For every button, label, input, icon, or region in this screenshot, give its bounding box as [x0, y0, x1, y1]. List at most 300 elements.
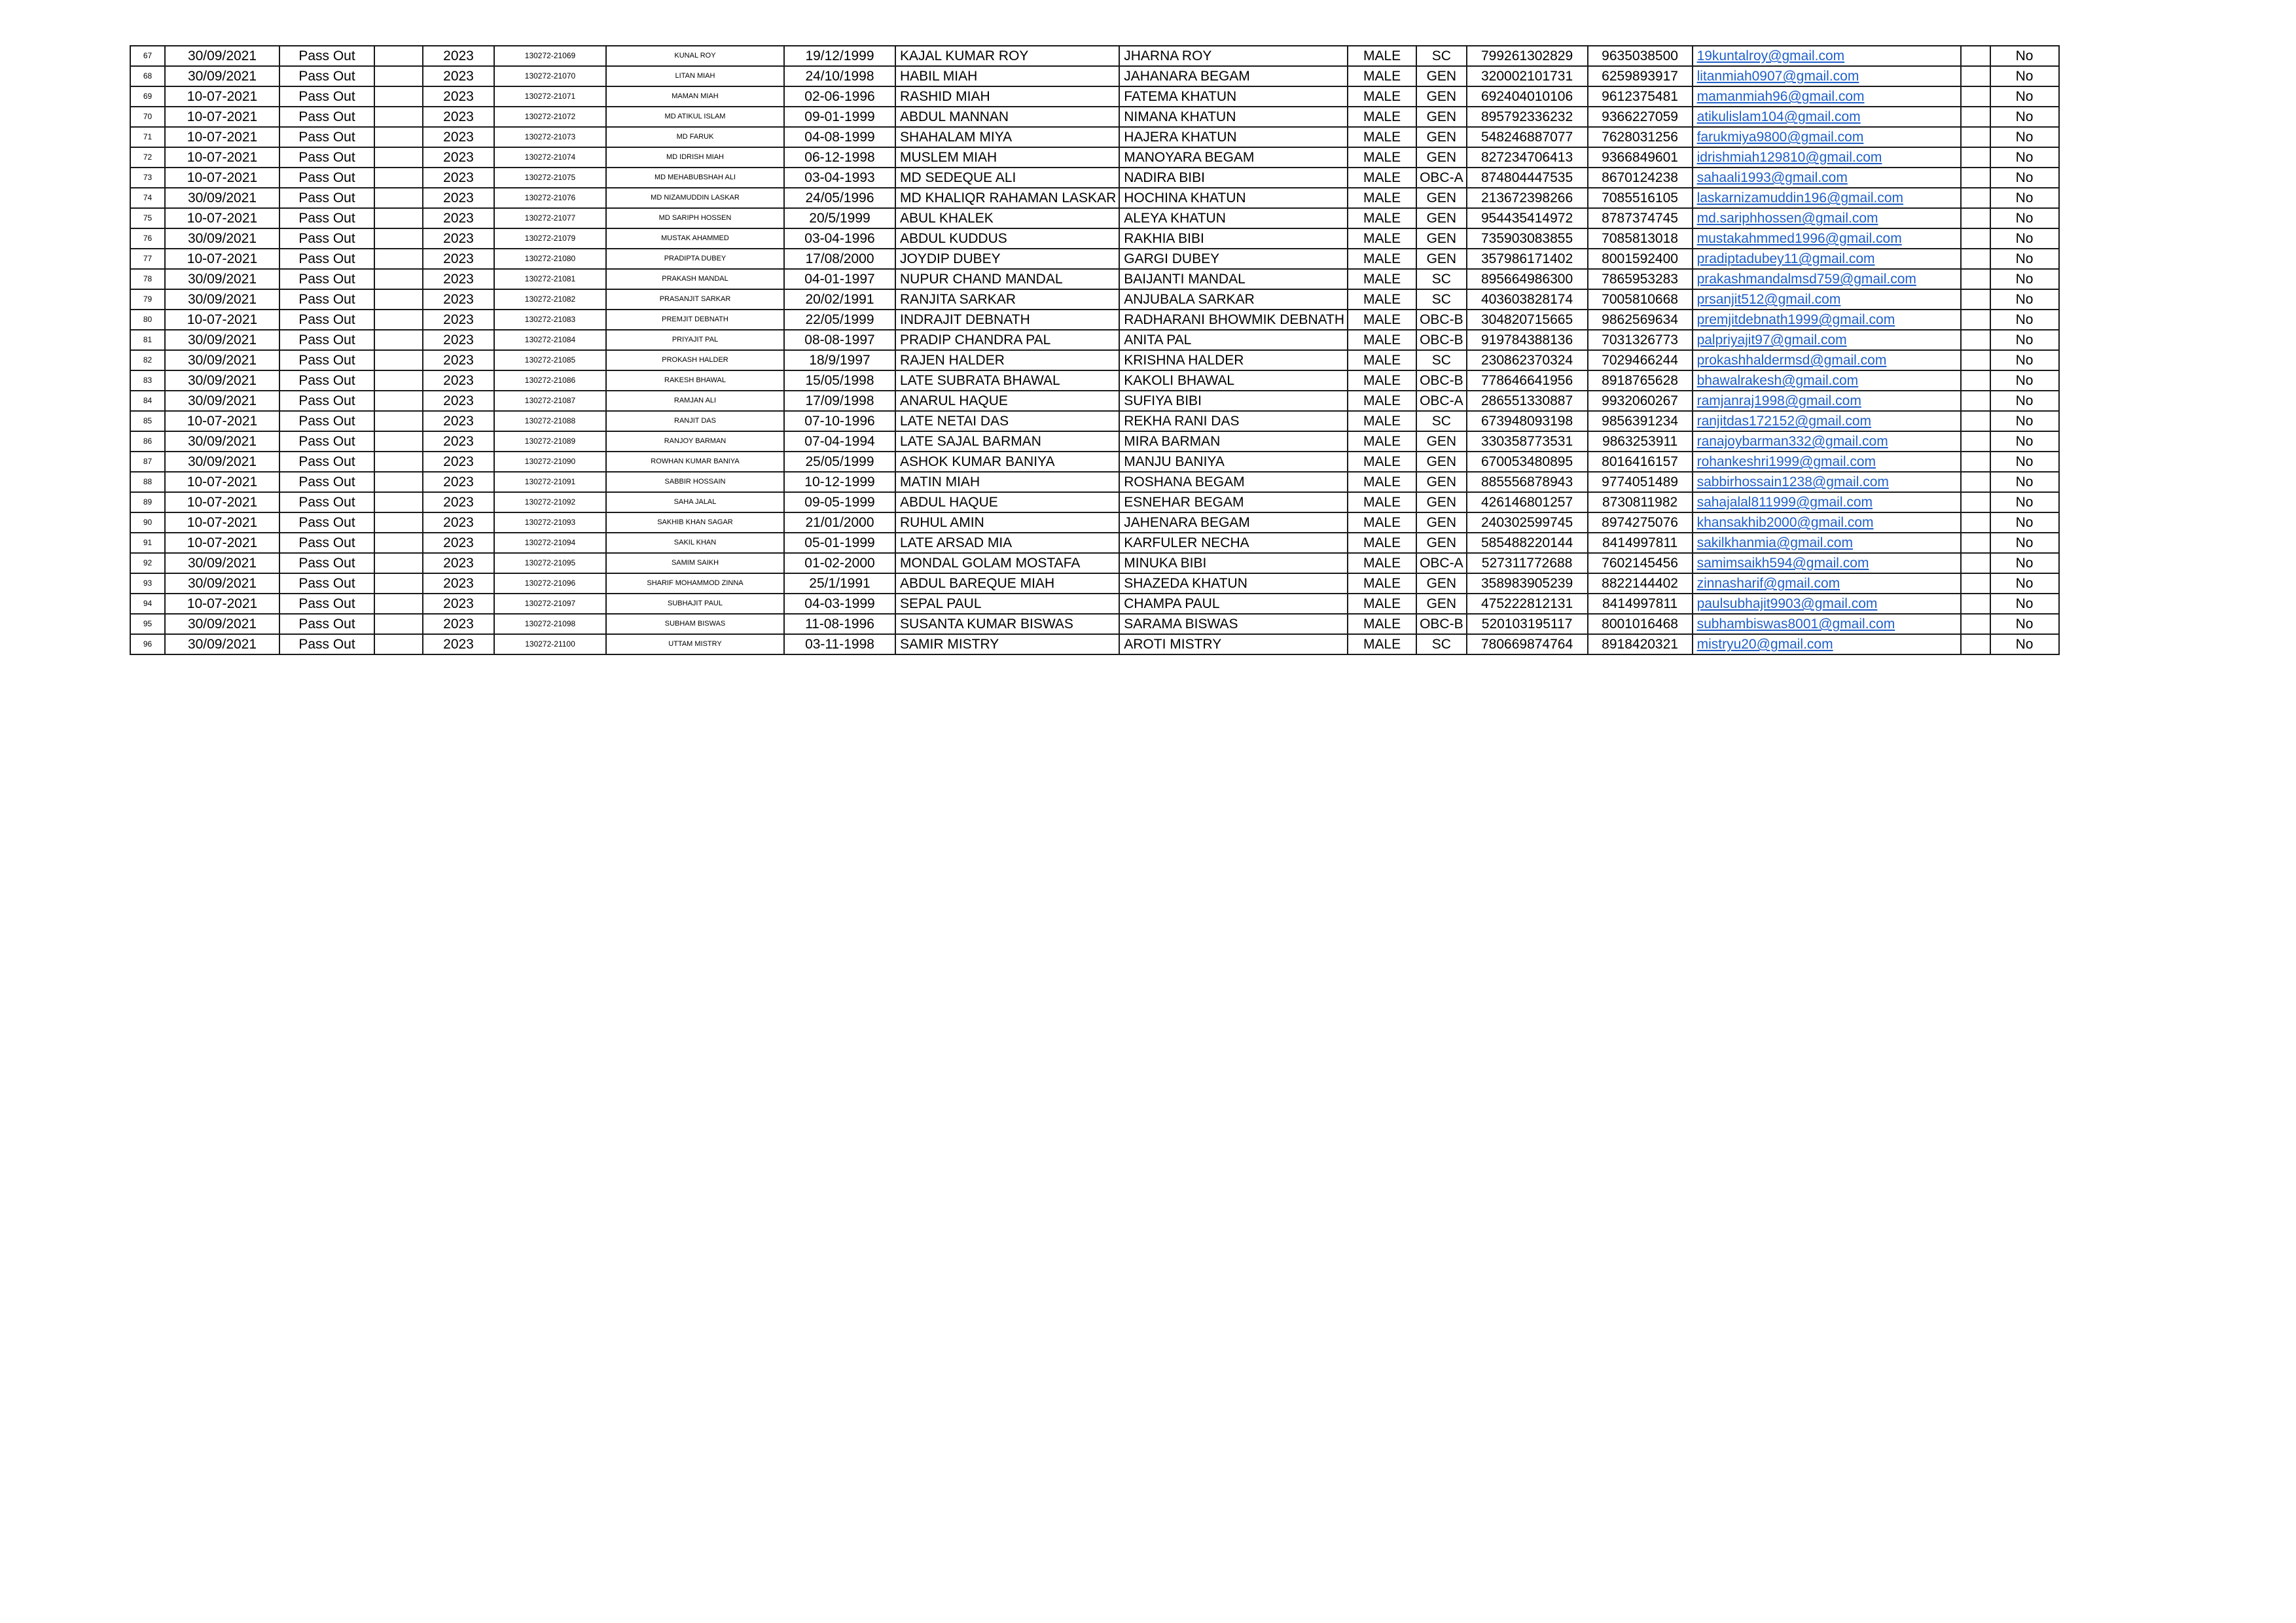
status-cell: Pass Out	[279, 411, 374, 431]
flag-cell: No	[1990, 208, 2059, 228]
blank-cell	[374, 66, 423, 86]
flag-cell: No	[1990, 310, 2059, 330]
gender-cell: MALE	[1348, 46, 1416, 66]
student-name-cell: UTTAM MISTRY	[606, 634, 784, 654]
year-cell: 2023	[423, 66, 494, 86]
admission-date-cell: 30/09/2021	[165, 370, 279, 391]
email-cell	[1693, 188, 1961, 208]
gender-cell: MALE	[1348, 594, 1416, 614]
email-link[interactable]: ranjitdas172152@gmail.com	[1696, 414, 1872, 429]
gender-cell: MALE	[1348, 573, 1416, 594]
phone-cell: 8787374745	[1588, 208, 1693, 228]
mother-name-cell: SUFIYA BIBI	[1119, 391, 1348, 411]
serial-cell: 75	[130, 208, 165, 228]
email-cell	[1693, 350, 1961, 370]
mother-name-cell: AROTI MISTRY	[1119, 634, 1348, 654]
flag-cell: No	[1990, 350, 2059, 370]
admission-date-cell: 30/09/2021	[165, 269, 279, 289]
admission-date-cell: 10-07-2021	[165, 168, 279, 188]
gender-cell: MALE	[1348, 66, 1416, 86]
blank-cell-2	[1961, 411, 1990, 431]
category-cell: SC	[1416, 269, 1467, 289]
email-link[interactable]: samimsaikh594@gmail.com	[1696, 556, 1869, 571]
email-cell	[1693, 147, 1961, 168]
email-link[interactable]: premjitdebnath1999@gmail.com	[1696, 312, 1895, 327]
year-cell: 2023	[423, 168, 494, 188]
admission-date-cell: 30/09/2021	[165, 228, 279, 249]
email-link[interactable]: sahaali1993@gmail.com	[1696, 170, 1848, 185]
blank-cell	[374, 370, 423, 391]
phone-cell: 9366849601	[1588, 147, 1693, 168]
registration-no-cell: 130272-21088	[494, 411, 606, 431]
status-cell: Pass Out	[279, 431, 374, 452]
email-link[interactable]: sakilkhanmia@gmail.com	[1696, 535, 1853, 550]
year-cell: 2023	[423, 350, 494, 370]
gender-cell: MALE	[1348, 411, 1416, 431]
serial-cell: 82	[130, 350, 165, 370]
student-name-cell: SAHA JALAL	[606, 492, 784, 512]
blank-cell	[374, 391, 423, 411]
status-cell: Pass Out	[279, 86, 374, 107]
mother-name-cell: KAKOLI BHAWAL	[1119, 370, 1348, 391]
birth-date-cell: 04-01-1997	[784, 269, 895, 289]
student-name-cell: MUSTAK AHAMMED	[606, 228, 784, 249]
serial-cell: 93	[130, 573, 165, 594]
table-row	[130, 573, 2059, 594]
gender-cell: MALE	[1348, 310, 1416, 330]
birth-date-cell: 25/05/1999	[784, 452, 895, 472]
email-link[interactable]: litanmiah0907@gmail.com	[1696, 69, 1859, 84]
email-cell	[1693, 107, 1961, 127]
father-name-cell: MATIN MIAH	[895, 472, 1119, 492]
serial-cell: 72	[130, 147, 165, 168]
flag-cell: No	[1990, 330, 2059, 350]
table-row	[130, 533, 2059, 553]
serial-cell: 68	[130, 66, 165, 86]
serial-cell: 86	[130, 431, 165, 452]
serial-cell: 70	[130, 107, 165, 127]
status-cell: Pass Out	[279, 269, 374, 289]
birth-date-cell: 20/5/1999	[784, 208, 895, 228]
category-cell: OBC-B	[1416, 310, 1467, 330]
email-cell	[1693, 634, 1961, 654]
student-name-cell: RAMJAN ALI	[606, 391, 784, 411]
status-cell: Pass Out	[279, 228, 374, 249]
blank-cell	[374, 634, 423, 654]
status-cell: Pass Out	[279, 634, 374, 654]
phone-cell: 7602145456	[1588, 553, 1693, 573]
gender-cell: MALE	[1348, 614, 1416, 634]
registration-no-cell: 130272-21081	[494, 269, 606, 289]
flag-cell: No	[1990, 594, 2059, 614]
admission-date-cell: 30/09/2021	[165, 188, 279, 208]
email-link[interactable]: prsanjit512@gmail.com	[1696, 292, 1841, 307]
phone-cell: 9774051489	[1588, 472, 1693, 492]
mother-name-cell: ROSHANA BEGAM	[1119, 472, 1348, 492]
category-cell: GEN	[1416, 86, 1467, 107]
gender-cell: MALE	[1348, 147, 1416, 168]
aadhaar-cell: 827234706413	[1467, 147, 1588, 168]
email-cell	[1693, 533, 1961, 553]
aadhaar-cell: 895792336232	[1467, 107, 1588, 127]
table-row	[130, 411, 2059, 431]
admission-date-cell: 30/09/2021	[165, 66, 279, 86]
email-link[interactable]: 19kuntalroy@gmail.com	[1696, 48, 1845, 63]
gender-cell: MALE	[1348, 350, 1416, 370]
student-name-cell: PRADIPTA DUBEY	[606, 249, 784, 269]
year-cell: 2023	[423, 614, 494, 634]
blank-cell	[374, 310, 423, 330]
father-name-cell: ANARUL HAQUE	[895, 391, 1119, 411]
year-cell: 2023	[423, 46, 494, 66]
blank-cell-2	[1961, 533, 1990, 553]
admission-date-cell: 30/09/2021	[165, 573, 279, 594]
mother-name-cell: MINUKA BIBI	[1119, 553, 1348, 573]
birth-date-cell: 04-08-1999	[784, 127, 895, 147]
email-link[interactable]: prakashmandalmsd759@gmail.com	[1696, 272, 1916, 287]
category-cell: OBC-A	[1416, 553, 1467, 573]
aadhaar-cell: 874804447535	[1467, 168, 1588, 188]
registration-no-cell: 130272-21092	[494, 492, 606, 512]
birth-date-cell: 19/12/1999	[784, 46, 895, 66]
email-link[interactable]: palpriyajit97@gmail.com	[1696, 332, 1847, 348]
admission-date-cell: 30/09/2021	[165, 452, 279, 472]
admission-date-cell: 30/09/2021	[165, 431, 279, 452]
flag-cell: No	[1990, 127, 2059, 147]
student-name-cell: MD MEHABUBSHAH ALI	[606, 168, 784, 188]
table-row	[130, 228, 2059, 249]
aadhaar-cell: 895664986300	[1467, 269, 1588, 289]
table-row	[130, 188, 2059, 208]
email-link[interactable]: sabbirhossain1238@gmail.com	[1696, 474, 1889, 490]
phone-cell: 9366227059	[1588, 107, 1693, 127]
year-cell: 2023	[423, 634, 494, 654]
father-name-cell: NUPUR CHAND MANDAL	[895, 269, 1119, 289]
category-cell: SC	[1416, 350, 1467, 370]
aadhaar-cell: 527311772688	[1467, 553, 1588, 573]
student-name-cell: RANJOY BARMAN	[606, 431, 784, 452]
blank-cell	[374, 512, 423, 533]
registration-no-cell: 130272-21084	[494, 330, 606, 350]
year-cell: 2023	[423, 411, 494, 431]
status-cell: Pass Out	[279, 66, 374, 86]
admission-date-cell: 10-07-2021	[165, 249, 279, 269]
blank-cell-2	[1961, 452, 1990, 472]
year-cell: 2023	[423, 86, 494, 107]
year-cell: 2023	[423, 573, 494, 594]
gender-cell: MALE	[1348, 269, 1416, 289]
category-cell: OBC-B	[1416, 370, 1467, 391]
flag-cell: No	[1990, 168, 2059, 188]
aadhaar-cell: 735903083855	[1467, 228, 1588, 249]
flag-cell: No	[1990, 452, 2059, 472]
birth-date-cell: 02-06-1996	[784, 86, 895, 107]
year-cell: 2023	[423, 370, 494, 391]
blank-cell-2	[1961, 269, 1990, 289]
student-name-cell: SAKHIB KHAN SAGAR	[606, 512, 784, 533]
student-name-cell: MD ATIKUL ISLAM	[606, 107, 784, 127]
registration-no-cell: 130272-21074	[494, 147, 606, 168]
mother-name-cell: RADHARANI BHOWMIK DEBNATH	[1119, 310, 1348, 330]
registration-no-cell: 130272-21083	[494, 310, 606, 330]
student-name-cell: RANJIT DAS	[606, 411, 784, 431]
status-cell: Pass Out	[279, 573, 374, 594]
email-link[interactable]: mistryu20@gmail.com	[1696, 637, 1833, 652]
aadhaar-cell: 304820715665	[1467, 310, 1588, 330]
gender-cell: MALE	[1348, 492, 1416, 512]
phone-cell: 7865953283	[1588, 269, 1693, 289]
category-cell: GEN	[1416, 147, 1467, 168]
registration-no-cell: 130272-21098	[494, 614, 606, 634]
mother-name-cell: HAJERA KHATUN	[1119, 127, 1348, 147]
table-row	[130, 289, 2059, 310]
birth-date-cell: 22/05/1999	[784, 310, 895, 330]
blank-cell-2	[1961, 634, 1990, 654]
category-cell: OBC-A	[1416, 168, 1467, 188]
email-link[interactable]: mamanmiah96@gmail.com	[1696, 89, 1865, 104]
aadhaar-cell: 585488220144	[1467, 533, 1588, 553]
father-name-cell: KAJAL KUMAR ROY	[895, 46, 1119, 66]
year-cell: 2023	[423, 553, 494, 573]
gender-cell: MALE	[1348, 86, 1416, 107]
serial-cell: 88	[130, 472, 165, 492]
student-name-cell: SHARIF MOHAMMOD ZINNA	[606, 573, 784, 594]
category-cell: SC	[1416, 289, 1467, 310]
father-name-cell: SAMIR MISTRY	[895, 634, 1119, 654]
blank-cell-2	[1961, 573, 1990, 594]
birth-date-cell: 07-04-1994	[784, 431, 895, 452]
email-link[interactable]: rohankeshri1999@gmail.com	[1696, 454, 1876, 469]
student-name-cell: MD FARUK	[606, 127, 784, 147]
email-cell	[1693, 127, 1961, 147]
status-cell: Pass Out	[279, 249, 374, 269]
blank-cell-2	[1961, 66, 1990, 86]
blank-cell-2	[1961, 350, 1990, 370]
blank-cell-2	[1961, 614, 1990, 634]
flag-cell: No	[1990, 614, 2059, 634]
year-cell: 2023	[423, 249, 494, 269]
status-cell: Pass Out	[279, 147, 374, 168]
blank-cell	[374, 188, 423, 208]
father-name-cell: MUSLEM MIAH	[895, 147, 1119, 168]
table-row	[130, 512, 2059, 533]
registration-no-cell: 130272-21094	[494, 533, 606, 553]
mother-name-cell: MANOYARA BEGAM	[1119, 147, 1348, 168]
flag-cell: No	[1990, 634, 2059, 654]
blank-cell	[374, 573, 423, 594]
flag-cell: No	[1990, 269, 2059, 289]
email-cell	[1693, 168, 1961, 188]
email-link[interactable]: prokashhaldermsd@gmail.com	[1696, 353, 1887, 368]
email-link[interactable]: idrishmiah129810@gmail.com	[1696, 150, 1882, 165]
email-link[interactable]: laskarnizamuddin196@gmail.com	[1696, 190, 1904, 205]
father-name-cell: RANJITA SARKAR	[895, 289, 1119, 310]
phone-cell: 9635038500	[1588, 46, 1693, 66]
phone-cell: 9612375481	[1588, 86, 1693, 107]
category-cell: GEN	[1416, 533, 1467, 553]
phone-cell: 8918765628	[1588, 370, 1693, 391]
year-cell: 2023	[423, 289, 494, 310]
table-row	[130, 452, 2059, 472]
email-link[interactable]: ranajoybarman332@gmail.com	[1696, 434, 1888, 449]
year-cell: 2023	[423, 330, 494, 350]
category-cell: GEN	[1416, 492, 1467, 512]
blank-cell	[374, 431, 423, 452]
status-cell: Pass Out	[279, 533, 374, 553]
email-cell	[1693, 573, 1961, 594]
admission-date-cell: 10-07-2021	[165, 127, 279, 147]
email-link[interactable]: atikulislam104@gmail.com	[1696, 109, 1861, 124]
serial-cell: 77	[130, 249, 165, 269]
birth-date-cell: 25/1/1991	[784, 573, 895, 594]
serial-cell: 71	[130, 127, 165, 147]
year-cell: 2023	[423, 127, 494, 147]
student-name-cell: LITAN MIAH	[606, 66, 784, 86]
mother-name-cell: KRISHNA HALDER	[1119, 350, 1348, 370]
status-cell: Pass Out	[279, 594, 374, 614]
table-row	[130, 46, 2059, 66]
year-cell: 2023	[423, 452, 494, 472]
father-name-cell: SHAHALAM MIYA	[895, 127, 1119, 147]
status-cell: Pass Out	[279, 350, 374, 370]
table-row	[130, 614, 2059, 634]
student-records-table	[130, 45, 2060, 655]
phone-cell: 8822144402	[1588, 573, 1693, 594]
registration-no-cell: 130272-21091	[494, 472, 606, 492]
registration-no-cell: 130272-21082	[494, 289, 606, 310]
flag-cell: No	[1990, 472, 2059, 492]
father-name-cell: LATE ARSAD MIA	[895, 533, 1119, 553]
category-cell: GEN	[1416, 472, 1467, 492]
serial-cell: 84	[130, 391, 165, 411]
admission-date-cell: 30/09/2021	[165, 46, 279, 66]
flag-cell: No	[1990, 370, 2059, 391]
student-name-cell: SUBHAJIT PAUL	[606, 594, 784, 614]
email-link[interactable]: subhambiswas8001@gmail.com	[1696, 616, 1895, 632]
email-cell	[1693, 431, 1961, 452]
table-row	[130, 553, 2059, 573]
mother-name-cell: SARAMA BISWAS	[1119, 614, 1348, 634]
student-name-cell: RAKESH BHAWAL	[606, 370, 784, 391]
gender-cell: MALE	[1348, 208, 1416, 228]
aadhaar-cell: 230862370324	[1467, 350, 1588, 370]
status-cell: Pass Out	[279, 127, 374, 147]
blank-cell	[374, 228, 423, 249]
email-cell	[1693, 330, 1961, 350]
email-link[interactable]: mustakahmmed1996@gmail.com	[1696, 231, 1902, 246]
blank-cell	[374, 147, 423, 168]
mother-name-cell: RAKHIA BIBI	[1119, 228, 1348, 249]
email-link[interactable]: sahajalal811999@gmail.com	[1696, 495, 1873, 510]
blank-cell	[374, 86, 423, 107]
blank-cell-2	[1961, 208, 1990, 228]
mother-name-cell: JAHENARA BEGAM	[1119, 512, 1348, 533]
birth-date-cell: 11-08-1996	[784, 614, 895, 634]
category-cell: GEN	[1416, 66, 1467, 86]
aadhaar-cell: 780669874764	[1467, 634, 1588, 654]
blank-cell-2	[1961, 492, 1990, 512]
mother-name-cell: NIMANA KHATUN	[1119, 107, 1348, 127]
birth-date-cell: 05-01-1999	[784, 533, 895, 553]
registration-no-cell: 130272-21073	[494, 127, 606, 147]
gender-cell: MALE	[1348, 249, 1416, 269]
birth-date-cell: 07-10-1996	[784, 411, 895, 431]
phone-cell: 9863253911	[1588, 431, 1693, 452]
email-link[interactable]: pradiptadubey11@gmail.com	[1696, 251, 1875, 266]
category-cell: GEN	[1416, 127, 1467, 147]
birth-date-cell: 18/9/1997	[784, 350, 895, 370]
birth-date-cell: 03-04-1993	[784, 168, 895, 188]
email-cell	[1693, 228, 1961, 249]
email-link[interactable]: ramjanraj1998@gmail.com	[1696, 393, 1861, 408]
gender-cell: MALE	[1348, 330, 1416, 350]
father-name-cell: HABIL MIAH	[895, 66, 1119, 86]
phone-cell: 8918420321	[1588, 634, 1693, 654]
table-row	[130, 594, 2059, 614]
registration-no-cell: 130272-21077	[494, 208, 606, 228]
blank-cell-2	[1961, 147, 1990, 168]
flag-cell: No	[1990, 431, 2059, 452]
blank-cell-2	[1961, 370, 1990, 391]
father-name-cell: ABDUL BAREQUE MIAH	[895, 573, 1119, 594]
phone-cell: 8414997811	[1588, 594, 1693, 614]
category-cell: GEN	[1416, 512, 1467, 533]
father-name-cell: ABDUL MANNAN	[895, 107, 1119, 127]
father-name-cell: ASHOK KUMAR BANIYA	[895, 452, 1119, 472]
flag-cell: No	[1990, 228, 2059, 249]
phone-cell: 7628031256	[1588, 127, 1693, 147]
year-cell: 2023	[423, 431, 494, 452]
phone-cell: 6259893917	[1588, 66, 1693, 86]
category-cell: OBC-A	[1416, 391, 1467, 411]
email-cell	[1693, 472, 1961, 492]
email-link[interactable]: bhawalrakesh@gmail.com	[1696, 373, 1859, 388]
registration-no-cell: 130272-21071	[494, 86, 606, 107]
email-link[interactable]: md.sariphhossen@gmail.com	[1696, 211, 1878, 226]
flag-cell: No	[1990, 553, 2059, 573]
registration-no-cell: 130272-21086	[494, 370, 606, 391]
table-row	[130, 370, 2059, 391]
serial-cell: 79	[130, 289, 165, 310]
admission-date-cell: 30/09/2021	[165, 553, 279, 573]
aadhaar-cell: 475222812131	[1467, 594, 1588, 614]
blank-cell	[374, 452, 423, 472]
registration-no-cell: 130272-21079	[494, 228, 606, 249]
status-cell: Pass Out	[279, 289, 374, 310]
birth-date-cell: 09-05-1999	[784, 492, 895, 512]
mother-name-cell: BAIJANTI MANDAL	[1119, 269, 1348, 289]
email-link[interactable]: paulsubhajit9903@gmail.com	[1696, 596, 1878, 611]
flag-cell: No	[1990, 512, 2059, 533]
category-cell: GEN	[1416, 188, 1467, 208]
phone-cell: 7029466244	[1588, 350, 1693, 370]
father-name-cell: MD KHALIQR RAHAMAN LASKAR	[895, 188, 1119, 208]
serial-cell: 80	[130, 310, 165, 330]
category-cell: OBC-B	[1416, 330, 1467, 350]
email-link[interactable]: khansakhib2000@gmail.com	[1696, 515, 1874, 530]
category-cell: GEN	[1416, 107, 1467, 127]
email-link[interactable]: farukmiya9800@gmail.com	[1696, 130, 1864, 145]
email-link[interactable]: zinnasharif@gmail.com	[1696, 576, 1840, 591]
blank-cell	[374, 46, 423, 66]
serial-cell: 95	[130, 614, 165, 634]
student-name-cell: ROWHAN KUMAR BANIYA	[606, 452, 784, 472]
mother-name-cell: ALEYA KHATUN	[1119, 208, 1348, 228]
father-name-cell: RAJEN HALDER	[895, 350, 1119, 370]
admission-date-cell: 10-07-2021	[165, 472, 279, 492]
admission-date-cell: 30/09/2021	[165, 391, 279, 411]
registration-no-cell: 130272-21087	[494, 391, 606, 411]
